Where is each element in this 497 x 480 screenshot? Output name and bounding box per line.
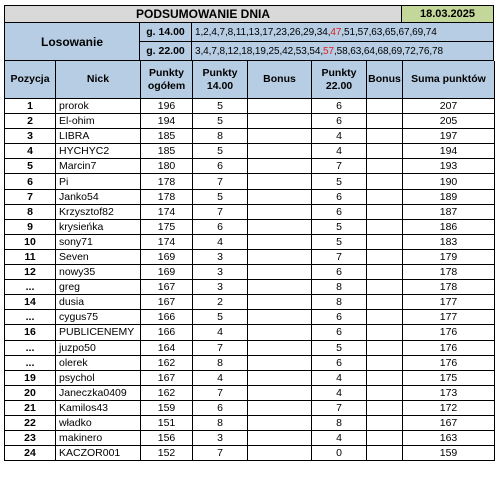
draw-numbers-1400: 1 , 2 , 4 , 7 , 8 , 11 , 13 , 17 , 23 , 26 , 29 , 34 , 47 , 51 , 57 , 63 , 65 , 67 , 69 , 74 (192, 23, 494, 42)
col-header-suma: Suma punktów (403, 61, 495, 99)
cell-punkty-2200: 7 (312, 159, 367, 174)
cell-punkty-ogolem: 162 (141, 356, 193, 371)
table-row (5, 401, 495, 416)
cell-bonus-2 (367, 341, 403, 356)
cell-nick: prorok (56, 99, 141, 114)
cell-pozycja: ... (5, 356, 56, 371)
cell-pozycja: ... (5, 280, 56, 295)
draw-number: 63 (350, 45, 362, 57)
cell-punkty-ogolem: 167 (141, 280, 193, 295)
cell-nick: KACZOR001 (56, 446, 141, 461)
cell-punkty-1400: 5 (193, 114, 248, 129)
cell-bonus-1 (248, 325, 312, 340)
draw-number: 34 (316, 26, 328, 38)
cell-punkty-1400: 4 (193, 371, 248, 386)
table-row (5, 99, 495, 114)
cell-bonus-2 (367, 280, 403, 295)
cell-punkty-ogolem: 169 (141, 265, 193, 280)
cell-pozycja: 11 (5, 250, 56, 265)
cell-suma: 175 (403, 371, 495, 386)
draw-number: 3 (195, 45, 201, 57)
table-row (5, 144, 495, 159)
cell-pozycja: 10 (5, 235, 56, 250)
cell-bonus-1 (248, 446, 312, 461)
cell-punkty-ogolem: 180 (141, 159, 193, 174)
cell-suma: 159 (403, 446, 495, 461)
cell-punkty-2200: 5 (312, 235, 367, 250)
cell-suma: 197 (403, 129, 495, 144)
cell-punkty-1400: 2 (193, 295, 248, 310)
draw-number: 63 (371, 26, 383, 38)
cell-punkty-2200: 6 (312, 205, 367, 220)
cell-bonus-2 (367, 265, 403, 280)
cell-pozycja: 21 (5, 401, 56, 416)
cell-punkty-ogolem: 194 (141, 114, 193, 129)
cell-punkty-2200: 5 (312, 341, 367, 356)
cell-punkty-ogolem: 174 (141, 235, 193, 250)
table-row (5, 280, 495, 295)
draw-number: 23 (275, 26, 287, 38)
cell-pozycja: 14 (5, 295, 56, 310)
cell-punkty-ogolem: 151 (141, 416, 193, 431)
draw-number: 12 (227, 45, 239, 57)
cell-punkty-1400: 7 (193, 341, 248, 356)
cell-bonus-2 (367, 386, 403, 401)
daily-summary-sheet (4, 5, 494, 460)
cell-pozycja: ... (5, 341, 56, 356)
cell-nick: makinero (56, 431, 141, 446)
draw-number: 8 (227, 26, 234, 38)
draw-number: 13 (248, 26, 260, 38)
cell-punkty-1400: 5 (193, 310, 248, 325)
cell-punkty-ogolem: 152 (141, 446, 193, 461)
cell-pozycja: 19 (5, 371, 56, 386)
table-row (5, 416, 495, 431)
cell-punkty-2200: 8 (312, 416, 367, 431)
draw-number: 2 (203, 26, 209, 38)
cell-bonus-2 (367, 356, 403, 371)
table-row (5, 205, 495, 220)
cell-bonus-2 (367, 295, 403, 310)
cell-punkty-2200: 4 (312, 431, 367, 446)
cell-pozycja: 12 (5, 265, 56, 280)
cell-punkty-2200: 5 (312, 174, 367, 189)
cell-pozycja: 7 (5, 190, 56, 205)
cell-bonus-1 (248, 174, 312, 189)
cell-bonus-1 (248, 220, 312, 235)
cell-punkty-2200: 8 (312, 295, 367, 310)
table-row (5, 310, 495, 325)
cell-suma: 173 (403, 386, 495, 401)
table-body (4, 99, 495, 461)
summary-header (4, 5, 494, 57)
cell-bonus-2 (367, 99, 403, 114)
table-header (4, 61, 495, 99)
cell-punkty-2200: 6 (312, 310, 367, 325)
table-row (5, 235, 495, 250)
cell-punkty-ogolem: 174 (141, 205, 193, 220)
cell-nick: greg (56, 280, 141, 295)
cell-nick: władko (56, 416, 141, 431)
cell-bonus-1 (248, 341, 312, 356)
draw-number: 1 (195, 26, 201, 38)
cell-punkty-ogolem: 185 (141, 144, 193, 159)
cell-bonus-1 (248, 159, 312, 174)
cell-pozycja: 6 (5, 174, 56, 189)
draw-number: 51 (344, 26, 355, 38)
draw-number: 4 (211, 26, 217, 38)
draw-number: 11 (235, 26, 246, 38)
cell-punkty-2200: 8 (312, 280, 367, 295)
cell-punkty-1400: 7 (193, 386, 248, 401)
col-header-punkty-1400: Punkty 14.00 (193, 61, 248, 99)
cell-bonus-2 (367, 220, 403, 235)
cell-punkty-1400: 7 (193, 446, 248, 461)
cell-bonus-2 (367, 205, 403, 220)
cell-nick: Kamilos43 (56, 401, 141, 416)
cell-punkty-1400: 6 (193, 220, 248, 235)
cell-bonus-1 (248, 114, 312, 129)
cell-punkty-ogolem: 169 (141, 250, 193, 265)
cell-punkty-ogolem: 185 (141, 129, 193, 144)
cell-nick: olerek (56, 356, 141, 371)
draw-number: 76 (418, 45, 430, 57)
cell-punkty-1400: 7 (193, 205, 248, 220)
cell-pozycja: 9 (5, 220, 56, 235)
cell-punkty-1400: 5 (193, 144, 248, 159)
col-header-punkty-ogolem: Punkty ogółem (141, 61, 193, 99)
cell-pozycja: ... (5, 310, 56, 325)
draw-time-2200: g. 22.00 (140, 42, 192, 61)
cell-bonus-1 (248, 250, 312, 265)
cell-bonus-1 (248, 416, 312, 431)
cell-bonus-1 (248, 371, 312, 386)
cell-suma: 207 (403, 99, 495, 114)
cell-punkty-1400: 4 (193, 235, 248, 250)
cell-pozycja: 5 (5, 159, 56, 174)
cell-suma: 176 (403, 325, 495, 340)
cell-bonus-2 (367, 446, 403, 461)
cell-nick: El-ohim (56, 114, 141, 129)
cell-pozycja: 24 (5, 446, 56, 461)
draw-number: 18 (241, 45, 253, 57)
cell-bonus-2 (367, 325, 403, 340)
cell-punkty-ogolem: 156 (141, 431, 193, 446)
cell-punkty-1400: 3 (193, 250, 248, 265)
cell-bonus-1 (248, 295, 312, 310)
cell-bonus-1 (248, 310, 312, 325)
cell-nick: sony71 (56, 235, 141, 250)
cell-bonus-2 (367, 401, 403, 416)
cell-suma: 176 (403, 341, 495, 356)
draw-number: 26 (289, 26, 301, 38)
cell-punkty-ogolem: 196 (141, 99, 193, 114)
table-row (5, 190, 495, 205)
cell-suma: 190 (403, 174, 495, 189)
cell-pozycja: 8 (5, 205, 56, 220)
draw-number: 19 (254, 45, 266, 57)
draw-number: 53 (295, 45, 307, 57)
cell-bonus-1 (248, 235, 312, 250)
draw-number: 69 (391, 45, 403, 57)
cell-bonus-1 (248, 280, 312, 295)
cell-bonus-2 (367, 416, 403, 431)
cell-punkty-2200: 4 (312, 386, 367, 401)
draw-number: 57 (357, 26, 369, 38)
cell-suma: 177 (403, 295, 495, 310)
cell-punkty-ogolem: 166 (141, 325, 193, 340)
cell-punkty-2200: 6 (312, 190, 367, 205)
cell-bonus-2 (367, 114, 403, 129)
cell-nick: LIBRA (56, 129, 141, 144)
col-header-pozycja: Pozycja (5, 61, 56, 99)
cell-nick: Krzysztof82 (56, 205, 141, 220)
col-header-nick: Nick (56, 61, 141, 99)
cell-bonus-1 (248, 99, 312, 114)
table-row (5, 174, 495, 189)
col-header-bonus-2: Bonus (367, 61, 403, 99)
cell-punkty-2200: 4 (312, 144, 367, 159)
draw-time-1400: g. 14.00 (140, 23, 192, 42)
cell-nick: psychol (56, 371, 141, 386)
cell-punkty-2200: 4 (312, 129, 367, 144)
cell-bonus-1 (248, 431, 312, 446)
cell-pozycja: 2 (5, 114, 56, 129)
draw-number: 4 (203, 45, 209, 57)
cell-bonus-1 (248, 129, 312, 144)
summary-date: 18.03.2025 (402, 5, 494, 23)
cell-pozycja: 3 (5, 129, 56, 144)
cell-punkty-ogolem: 175 (141, 220, 193, 235)
table-row (5, 446, 495, 461)
cell-nick: nowy35 (56, 265, 141, 280)
table-row (5, 356, 495, 371)
cell-bonus-1 (248, 265, 312, 280)
cell-punkty-2200: 6 (312, 356, 367, 371)
draw-number: 65 (384, 26, 396, 38)
draw-number: 7 (211, 45, 217, 57)
draw-number: 64 (363, 45, 375, 57)
cell-punkty-1400: 6 (193, 401, 248, 416)
cell-nick: krysieńka (56, 220, 141, 235)
cell-pozycja: 1 (5, 99, 56, 114)
draw-number: 72 (404, 45, 416, 57)
cell-nick: juzpo50 (56, 341, 141, 356)
draw-number: 68 (377, 45, 389, 57)
cell-bonus-2 (367, 235, 403, 250)
cell-suma: 194 (403, 144, 495, 159)
cell-suma: 187 (403, 205, 495, 220)
cell-suma: 172 (403, 401, 495, 416)
table-row (5, 341, 495, 356)
cell-bonus-2 (367, 174, 403, 189)
cell-pozycja: 22 (5, 416, 56, 431)
cell-bonus-2 (367, 190, 403, 205)
cell-suma: 167 (403, 416, 495, 431)
cell-pozycja: 20 (5, 386, 56, 401)
cell-punkty-2200: 6 (312, 99, 367, 114)
cell-bonus-2 (367, 144, 403, 159)
cell-bonus-2 (367, 431, 403, 446)
draw-number: 8 (219, 45, 225, 57)
cell-bonus-2 (367, 250, 403, 265)
cell-punkty-2200: 6 (312, 325, 367, 340)
cell-pozycja: 16 (5, 325, 56, 340)
cell-punkty-2200: 5 (312, 220, 367, 235)
draw-number: 78 (432, 45, 443, 57)
table-row (5, 371, 495, 386)
cell-suma: 163 (403, 431, 495, 446)
table-row (5, 386, 495, 401)
table-row (5, 250, 495, 265)
cell-punkty-1400: 3 (193, 280, 248, 295)
summary-title: PODSUMOWANIE DNIA (4, 5, 402, 23)
col-header-punkty-2200: Punkty 22.00 (312, 61, 367, 99)
cell-nick: HYCHYC2 (56, 144, 141, 159)
cell-punkty-ogolem: 162 (141, 386, 193, 401)
cell-bonus-1 (248, 205, 312, 220)
draw-number: 25 (268, 45, 280, 57)
cell-punkty-1400: 3 (193, 265, 248, 280)
cell-pozycja: 23 (5, 431, 56, 446)
cell-nick: cygus75 (56, 310, 141, 325)
draw-number: 47 (330, 26, 342, 38)
cell-pozycja: 4 (5, 144, 56, 159)
cell-punkty-1400: 6 (193, 159, 248, 174)
cell-bonus-2 (367, 310, 403, 325)
cell-punkty-2200: 6 (312, 265, 367, 280)
table-row (5, 431, 495, 446)
draw-number: 17 (262, 26, 274, 38)
cell-punkty-2200: 7 (312, 250, 367, 265)
cell-punkty-2200: 4 (312, 371, 367, 386)
cell-bonus-2 (367, 129, 403, 144)
cell-punkty-ogolem: 166 (141, 310, 193, 325)
cell-nick: Janeczka0409 (56, 386, 141, 401)
draw-numbers-2200: 3 , 4 , 7 , 8 , 12 , 18 , 19 , 25 , 42 , 53 , 54 , 57 , 58 , 63 , 64 , 68 , 69 , 72 , 76 , 78 (192, 42, 494, 61)
col-header-bonus-1: Bonus (248, 61, 312, 99)
cell-suma: 177 (403, 310, 495, 325)
cell-suma: 205 (403, 114, 495, 129)
cell-punkty-ogolem: 178 (141, 174, 193, 189)
cell-nick: Marcin7 (56, 159, 141, 174)
cell-punkty-ogolem: 159 (141, 401, 193, 416)
table-row (5, 159, 495, 174)
cell-nick: dusia (56, 295, 141, 310)
draw-number: 69 (412, 26, 424, 38)
cell-punkty-1400: 7 (193, 174, 248, 189)
cell-punkty-2200: 0 (312, 446, 367, 461)
cell-nick: Pi (56, 174, 141, 189)
cell-nick: PUBLICENEMY (56, 325, 141, 340)
table-row (5, 114, 495, 129)
cell-punkty-ogolem: 178 (141, 190, 193, 205)
cell-suma: 189 (403, 190, 495, 205)
table-row (5, 129, 495, 144)
cell-punkty-ogolem: 167 (141, 295, 193, 310)
table-row (5, 295, 495, 310)
draw-number: 74 (425, 26, 437, 38)
cell-suma: 179 (403, 250, 495, 265)
cell-punkty-1400: 8 (193, 129, 248, 144)
cell-punkty-ogolem: 164 (141, 341, 193, 356)
cell-punkty-2200: 6 (312, 114, 367, 129)
cell-suma: 183 (403, 235, 495, 250)
cell-bonus-2 (367, 159, 403, 174)
cell-suma: 186 (403, 220, 495, 235)
cell-punkty-2200: 7 (312, 401, 367, 416)
draw-number: 54 (309, 45, 321, 57)
cell-punkty-1400: 8 (193, 416, 248, 431)
cell-suma: 178 (403, 265, 495, 280)
cell-suma: 193 (403, 159, 495, 174)
cell-suma: 178 (403, 280, 495, 295)
draw-number: 42 (282, 45, 294, 57)
draw-number: 29 (303, 26, 315, 38)
cell-bonus-1 (248, 190, 312, 205)
cell-bonus-1 (248, 401, 312, 416)
table-row (5, 265, 495, 280)
cell-punkty-1400: 3 (193, 431, 248, 446)
cell-bonus-1 (248, 386, 312, 401)
cell-bonus-2 (367, 371, 403, 386)
cell-bonus-1 (248, 144, 312, 159)
cell-punkty-1400: 4 (193, 325, 248, 340)
draw-number: 57 (323, 45, 334, 57)
cell-nick: Janko54 (56, 190, 141, 205)
cell-suma: 176 (403, 356, 495, 371)
draw-number: 58 (336, 45, 348, 57)
cell-punkty-1400: 8 (193, 356, 248, 371)
losowanie-label: Losowanie (4, 23, 140, 61)
cell-bonus-1 (248, 356, 312, 371)
draw-number: 67 (398, 26, 410, 38)
cell-punkty-1400: 5 (193, 99, 248, 114)
cell-punkty-1400: 5 (193, 190, 248, 205)
cell-nick: Seven (56, 250, 141, 265)
cell-punkty-ogolem: 167 (141, 371, 193, 386)
table-row (5, 325, 495, 340)
draw-number: 7 (219, 26, 225, 38)
table-row (5, 220, 495, 235)
